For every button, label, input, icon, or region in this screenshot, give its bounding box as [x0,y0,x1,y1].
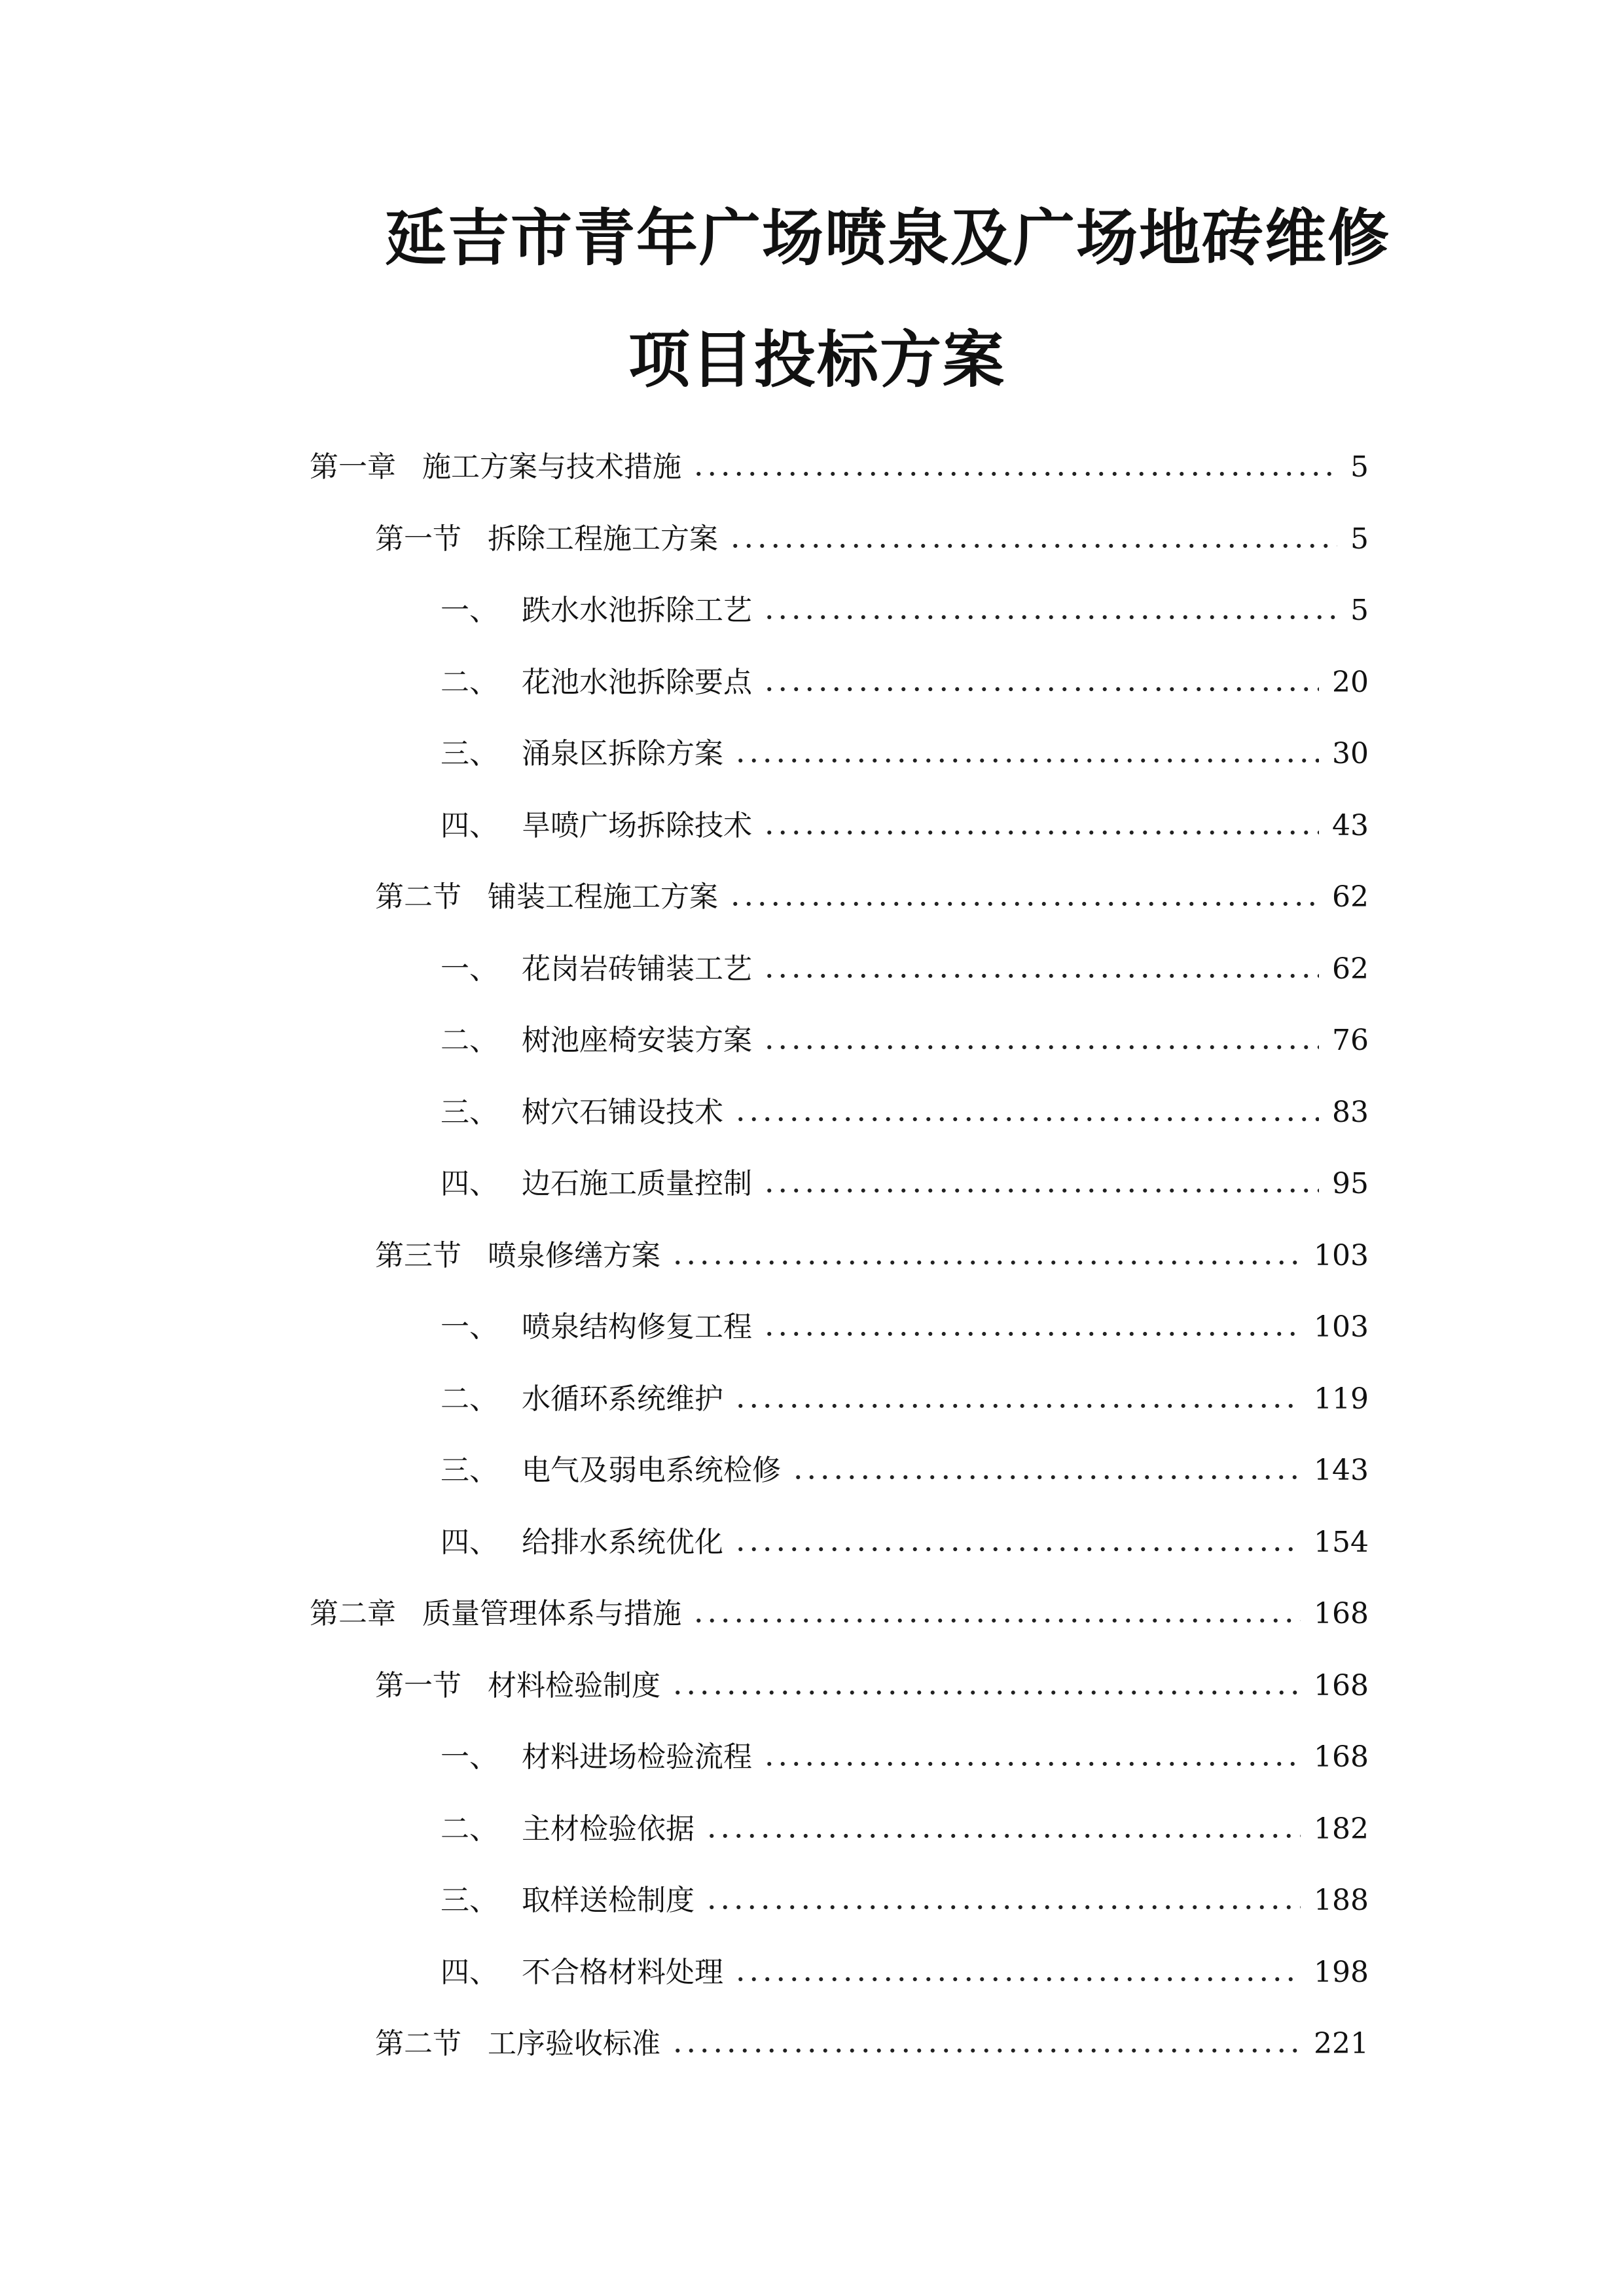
toc-entry-title: 涌泉区拆除方案 [522,737,723,770]
toc-entry-page-number: 168 [1314,1740,1369,1774]
toc-entry-page-number: 5 [1350,594,1369,627]
toc-entry-page-number: 221 [1314,2027,1369,2060]
toc-entry-title: 喷泉修缮方案 [488,1238,660,1272]
toc-entry-number: 四、 [441,1525,498,1559]
toc-entry[interactable] [441,1803,1369,1849]
toc-entry[interactable] [441,800,1369,846]
toc-entry-number: 第一章 [310,450,396,484]
toc-entry[interactable] [375,871,1369,917]
toc-entry-title: 水循环系统维护 [522,1382,723,1416]
dot-leader [763,830,1319,835]
toc-entry-number: 二、 [441,1812,498,1846]
toc-entry-page-number: 95 [1332,1167,1369,1200]
dot-leader [734,1403,1301,1408]
toc-entry[interactable] [441,1158,1369,1204]
toc-entry[interactable] [441,1086,1369,1132]
dot-leader [734,1117,1319,1122]
dot-leader [791,1475,1301,1480]
toc-entry-title: 喷泉结构修复工程 [522,1310,752,1344]
toc-entry-title: 树穴石铺设技术 [522,1095,723,1129]
toc-entry-page-number: 43 [1332,808,1369,842]
toc-entry-number: 三、 [441,737,498,770]
toc-entry-title: 施工方案与技术措施 [422,450,681,484]
toc-entry-number: 一、 [441,1740,498,1774]
toc-entry[interactable] [441,1874,1369,1920]
dot-leader [671,2048,1301,2053]
toc-entry-title: 取样送检制度 [522,1884,695,1917]
toc-entry[interactable] [441,1301,1369,1347]
toc-entry[interactable] [375,513,1369,559]
dot-leader [705,1833,1301,1839]
toc-entry[interactable] [441,1014,1369,1060]
toc-entry-number: 三、 [441,1454,498,1487]
toc-entry-page-number: 188 [1314,1884,1369,1917]
toc-entry[interactable] [375,2018,1369,2064]
toc-entry-number: 第一节 [375,522,461,556]
toc-entry[interactable] [310,1588,1369,1634]
toc-entry-page-number: 168 [1314,1668,1369,1702]
toc-entry[interactable] [441,1516,1369,1562]
dot-leader [729,543,1337,548]
toc-entry-title: 树池座椅安装方案 [522,1024,752,1057]
dot-leader [729,901,1319,906]
toc-entry-title: 电气及弱电系统检修 [522,1454,781,1487]
toc-entry-title: 质量管理体系与措施 [422,1597,681,1630]
toc-entry-page-number: 62 [1332,880,1369,914]
document-title-line-1: 延吉市青年广场喷泉及广场地砖维修 [385,203,1391,274]
toc-entry-number: 第一节 [375,1668,461,1702]
dot-leader [692,1618,1301,1623]
dot-leader [763,973,1319,978]
toc-entry-page-number: 30 [1332,737,1369,770]
dot-leader [734,1977,1301,1982]
toc-entry[interactable] [375,1660,1369,1706]
toc-entry-page-number: 76 [1332,1024,1369,1057]
document-title-line-2: 项目投标方案 [628,325,1006,396]
dot-leader [671,1690,1301,1695]
toc-entry[interactable] [441,1444,1369,1490]
toc-entry-page-number: 182 [1314,1812,1369,1846]
toc-entry[interactable] [441,656,1369,702]
dot-leader [671,1260,1301,1265]
toc-entry-page-number: 154 [1314,1525,1369,1559]
toc-entry[interactable] [441,1946,1369,1992]
toc-entry-number: 一、 [441,594,498,627]
toc-entry-number: 一、 [441,1310,498,1344]
dot-leader [692,471,1337,476]
toc-entry-title: 给排水系统优化 [522,1525,723,1559]
dot-leader [763,1331,1301,1336]
dot-leader [763,615,1337,620]
toc-entry-number: 四、 [441,808,498,842]
toc-entry[interactable] [310,441,1369,487]
dot-leader [763,1188,1319,1193]
toc-entry-number: 三、 [441,1095,498,1129]
toc-entry-number: 二、 [441,1024,498,1057]
toc-entry-page-number: 198 [1314,1955,1369,1989]
toc-entry-number: 一、 [441,952,498,986]
toc-entry-number: 第二节 [375,880,461,914]
toc-entry-page-number: 5 [1350,522,1369,556]
toc-entry-page-number: 103 [1314,1310,1369,1344]
toc-entry-title: 材料检验制度 [488,1668,660,1702]
dot-leader [763,1045,1319,1050]
toc-entry-number: 第三节 [375,1238,461,1272]
toc-entry-page-number: 168 [1314,1597,1369,1630]
toc-entry-title: 材料进场检验流程 [522,1740,752,1774]
toc-entry-title: 花岗岩砖铺装工艺 [522,952,752,986]
toc-entry-number: 二、 [441,665,498,699]
toc-entry-number: 四、 [441,1167,498,1200]
toc-entry-page-number: 5 [1350,450,1369,484]
toc-entry-title: 边石施工质量控制 [522,1167,752,1200]
toc-entry-page-number: 143 [1314,1454,1369,1487]
toc-entry[interactable] [375,1230,1369,1276]
dot-leader [763,687,1319,692]
toc-entry-title: 拆除工程施工方案 [488,522,718,556]
toc-entry[interactable] [441,943,1369,989]
toc-entry-number: 四、 [441,1955,498,1989]
dot-leader [734,758,1319,763]
toc-entry-number: 二、 [441,1382,498,1416]
toc-entry[interactable] [441,1731,1369,1777]
toc-entry-title: 跌水水池拆除工艺 [522,594,752,627]
toc-entry-page-number: 62 [1332,952,1369,986]
toc-entry[interactable] [441,728,1369,774]
dot-leader [734,1547,1301,1552]
toc-entry-page-number: 119 [1314,1382,1369,1416]
dot-leader [705,1905,1301,1910]
toc-entry-page-number: 20 [1332,665,1369,699]
toc-entry-number: 第二章 [310,1597,396,1630]
dot-leader [763,1761,1301,1767]
toc-entry-title: 不合格材料处理 [522,1955,723,1989]
toc-entry-title: 旱喷广场拆除技术 [522,808,752,842]
toc-entry-title: 工序验收标准 [488,2027,660,2060]
toc-entry-page-number: 103 [1314,1238,1369,1272]
toc-entry[interactable] [441,584,1369,630]
toc-entry-title: 铺装工程施工方案 [488,880,718,914]
toc-entry-number: 第二节 [375,2027,461,2060]
toc-entry[interactable] [441,1373,1369,1419]
toc-entry-page-number: 83 [1332,1095,1369,1129]
toc-entry-number: 三、 [441,1884,498,1917]
toc-entry-title: 主材检验依据 [522,1812,695,1846]
toc-entry-title: 花池水池拆除要点 [522,665,752,699]
